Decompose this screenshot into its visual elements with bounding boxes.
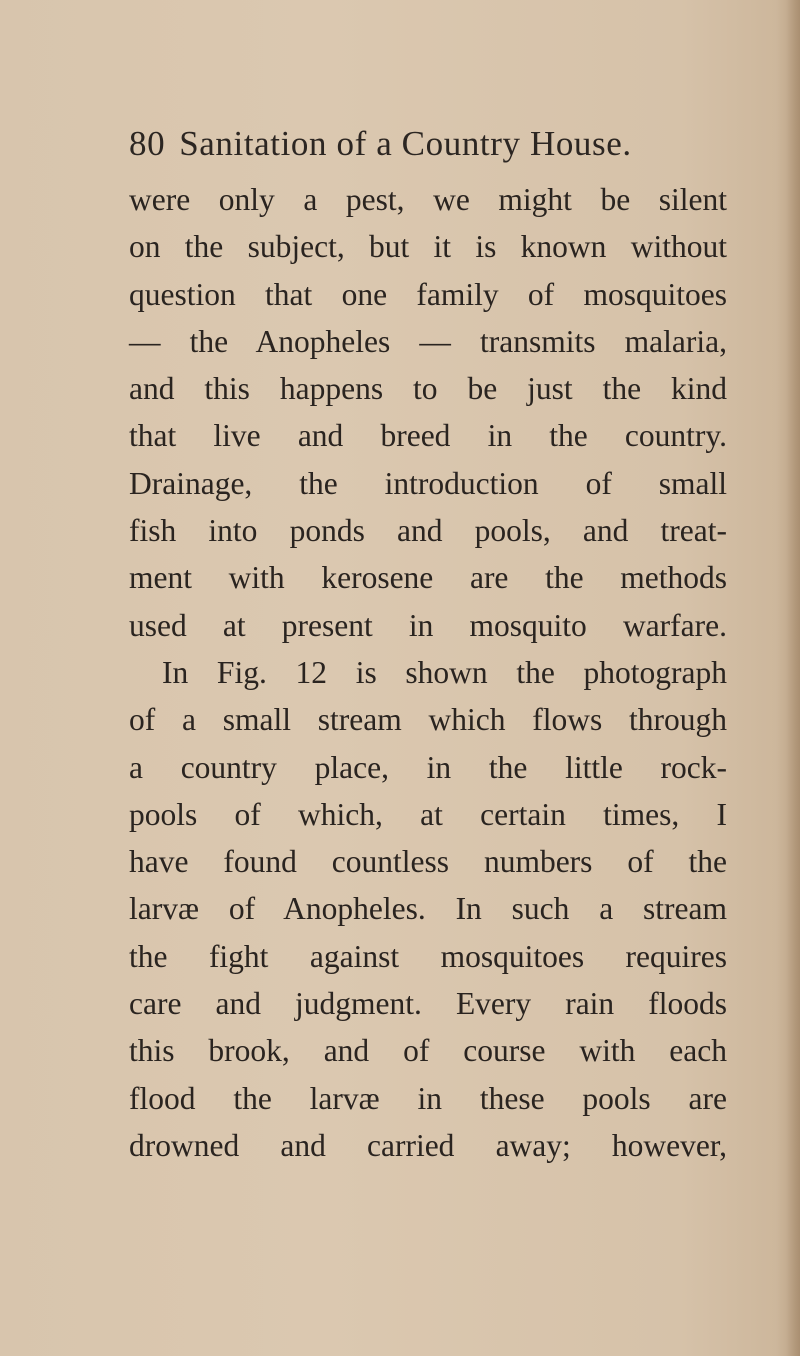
text-line: of a small stream which flows through (129, 702, 727, 738)
text-line: flood the larvæ in these pools are (129, 1080, 727, 1116)
body-text (129, 176, 727, 1169)
text-line: pools of which, at certain times, I (129, 796, 727, 832)
text-line: have found countless numbers of the (129, 844, 727, 880)
page-edge-shadow (786, 0, 800, 1356)
text-line: care and judgment. Every rain floods (129, 986, 727, 1022)
text-line: were only a pest, we might be silent (129, 182, 727, 217)
text-line: the fight against mosquitoes requires (129, 938, 727, 974)
page-number: 80 (129, 124, 166, 163)
text-line: drowned and carried away; however, (129, 1127, 727, 1163)
text-line: larvæ of Anopheles. In such a stream (129, 891, 727, 927)
text-line: on the subject, but it is known without (129, 229, 727, 265)
text-line: question that one family of mosquitoes (129, 276, 727, 312)
text-line: a country place, in the little rock- (129, 749, 727, 785)
running-head (129, 124, 632, 164)
text-line: that live and breed in the country. (129, 418, 727, 454)
text-line: used at present in mosquito warfare. (129, 607, 727, 643)
text-line: this brook, and of course with each (129, 1033, 727, 1069)
text-line: — the Anopheles — transmits malaria, (129, 323, 727, 359)
text-line: and this happens to be just the kind (129, 371, 727, 407)
text-line: fish into ponds and pools, and treat- (129, 513, 727, 549)
text-line: In Fig. 12 is shown the photograph (162, 654, 727, 690)
text-line: ment with kerosene are the methods (129, 560, 727, 596)
running-title: Sanitation of a Country House. (179, 124, 632, 163)
text-line: Drainage, the introduction of small (129, 465, 727, 501)
